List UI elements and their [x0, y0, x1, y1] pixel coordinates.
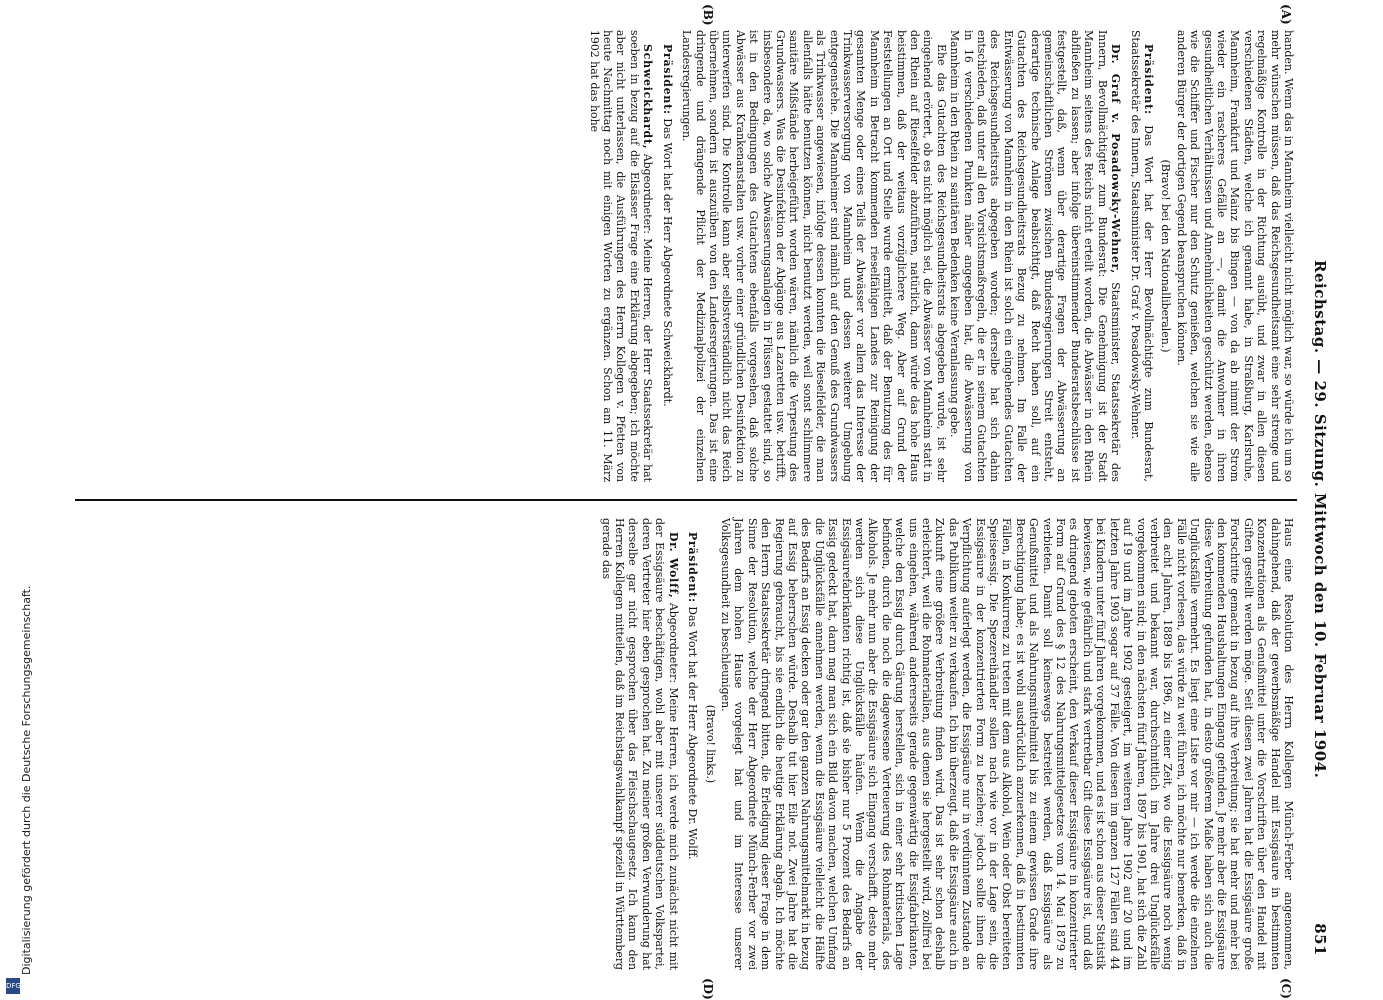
rotated-document-page [75, 4, 1335, 1000]
paragraph: Haus eine Resolution des Herrn Kollegen Münch-Ferber angenommen, dahingehend, daß der gewerbsmäßige Handel mit Essigsäure in bestimmten Konzentrationen als Genußmittel unter die Vorschriften über den Handel mit Giften gestellt werden möge. Seit diesen zwei Jahren hat die Essigsäure große Fortschritte gemacht in bezug auf ihre Verbreitung; sie hat mehr und mehr bei den kommenden Haushaltungen Eingang gefunden. Je mehr aber die Essigsäure diese Verbreitung gefunden hat, in desto größerem Maße haben sich auch die Unglücksfälle vermehrt. Es liegt eine Liste vor mir — ich werde die einzelnen Fälle nicht vorlesen, das würde zu weit führen, ich möchte nur bemerken, daß in den acht Jahren, 1889 bis 1896, zu einer Zeit, wo die Essigsäure noch wenig verbreitet und bekannt war, durchschnittlich im Jahre drei Unglücksfälle vorgekommen sind; in den nächsten fünf Jahren, 1897 bis 1901, hat sich die Zahl auf 19 und im Jahre 1902 gesteigert, im weiteren Jahre 1902 auf 20 und im letzten Jahre 1903 sogar auf 37 Fälle. Von diesen im ganzen 127 Fällen sind 44 bei Kindern unter fünf Jahren vorgekommen, und es ist schon aus dieser Statistik bewiesen, wie gefährlich und stark vertretbar Gift diese Essigsäure ist, und daß es dringend geboten erscheint, den Verkauf dieser Essigsäure in konzentrierter Form auf Grund des § 12 des Nahrungsmittelgesetzes vom 14. Mai 1879 zu verbieten. Damit soll keineswegs bestreitet werden, daß Essigsäure als Genußmittel und als Nahrungsmittelmittel bis zu einem gewissen Grade ihre Berechtigung habe; es ist wohl ausdrücklich anzuerkennen, daß in bestimmten Fällen, in Konkurrenz zu treten mit dem aus Alkohol, Wein oder Obst bereiteten Speiseessig. Die Spezereihändler sollen nach wie vor in der Lage sein, die Essigsäure in der konzentrierten Form zu beziehen; jedoch sollte ihnen die Verpflichtung auferlegt werden, die Essigsäure nur in verdünntem Zustande an das Publikum weiter zu verkaufen. Ich bin überzeugt, daß die Essigsäure auch in Zukunft eine größere Verbreitung finden wird. Das ist sehr schon deshalb erleichtert, weil die Rohmaterialien, aus denen sie hergestellt wird, zollfrei bei uns eingehen, während andererseits gerade gegenwärtig die Essigfabrikanten, welche den Essig durch Gärung herstellen, sich in einer sehr kritischen Lage befinden, durch die noch die dagewesene Verteuerung des Rohmaterials, des Alkohols. Je mehr nun aber die Essigsäure sich Eingang verschafft, desto mehr werden sich diese Unglücksfälle häufen. Wenn die Angabe der Essigsäurefabrikanten richtig ist, daß sie bisher nur 5 Prozent des Bedarfs an Essig gedeckt hat, dann mag man sich ein Bild davon machen, welchen Umfang die Unglücksfälle annehmen werden, wenn die Essigsäure vielleicht die Hälfte des Bedarfs an Essig decken oder gar den ganzen Nahrungsmittelmarkt in bezug auf Essig beherrschen würde. Deshalb tut hier Eile not. Zwei Jahre hat die Regierung gebraucht, bis sie endlich die heutige Erklärung abgab. Ich möchte den Herrn Staatssekretär dringend bitten, die Erledigung dieser Frage in dem Sinne der Resolution, welche der Herr Abgeordnete Münch-Ferber vor zwei Jahren dem hohen Hause vorgelegt hat und im Interesse unserer Volksgesundheit zu beschleunigen. [718, 518, 1295, 970]
right-column [599, 518, 1295, 970]
speaker-name: Präsident: [686, 532, 700, 603]
speaker-name: Präsident: [660, 44, 674, 115]
paragraph-text: Abgeordneter: Meine Herren, ich werde mich zunächst nicht mit der Essigsäure beschäftigen, wohl aber mit unserer süddeutschen Volkspartei, deren Vertreter hier eben gesprochen hat. Zu meiner großen Verwunderung hat derselbe gar nicht gesprochen über das Fleischschaugesetz. Ich kann den Herren Kollegen mitteilen, daß im Reichstagswahlkampf speziell in Württemberg gerade das [599, 518, 680, 970]
paragraph-text: Das Wort hat der Herr Abgeordnete Schweickhardt. [660, 118, 674, 407]
page-header [1305, 30, 1335, 970]
speaker-name: Dr. Wolff, [666, 532, 680, 599]
margin-marker-c: (C) [1279, 978, 1293, 999]
paragraph [599, 518, 679, 970]
paragraph [660, 30, 673, 482]
dfg-logo: DFG [6, 978, 20, 994]
paragraph [686, 518, 699, 970]
left-column [587, 30, 1295, 482]
paragraph: Ehe das Gutachten des Reichsgesundheitsrats abgegeben wurde, ist sehr eingehend erörtert, ob es nicht möglich sei, die Abwässer von Mannheim statt in den Rhein auf Rieselfelder abzuführen, natürlich, dann würde das hohe Haus beistimmen, daß der weitaus vorzüglichere Weg. Aber auf Grund der Feststellungen an Ort und Stelle wurde ermittelt, daß der Benutzung des für Mannheim in Betracht kommenden rieselfähigen Landes zur Reinigung der gesamten Menge oder eines Teils der Abwässer vor allem das Interesse der Trinkwasserversorgung von Mannheim und dessen weiterer Umgebung entgegenstehe. Die Mannheimer sind nämlich auf den Genuß des Grundwassers als Trinkwasser angewiesen, infolge dessen konnten die Rieselfelder, die man allenfalls hätte benutzen können, nicht benutzt werden, weil sonst schlimmere sanitäre Mißstände herbeigeführt worden wären, nämlich die Verpestung des Grundwassers. Was die Desinfektion der Abgänge aus Lazaretten usw. betrifft, insbesondere da, wo solche Abwässerungsanlagen in Flüssen gestattet sind, so ist in den Bedingungen des Gutachtens ebenfalls vorgesehen, daß solche Abwässer aus Krankenanstalten usw. vorher einer gründlichen Desinfektion zu unterwerfen sind. Die Kontrolle kann aber selbstverständlich nicht das Reich übernehmen, sondern ist auszuüben von den Landesregierungen. Das ist eine dringende und drängende Pflicht der Medizinalpolizei der einzelnen Landesregierungen. [680, 30, 948, 482]
paragraph-text: Das Wort hat der Herr Abgeordnete Dr. Wolff. [686, 606, 700, 860]
speaker-name: Präsident: [1141, 44, 1155, 115]
margin-marker-b: (B) [701, 4, 715, 26]
speaker-name: Schweickhardt, [641, 44, 655, 150]
paragraph [1128, 30, 1155, 482]
paragraph-text: Das Wort hat der Herr Bevollmächtigte zum Bundesrat, Staatssekretär des Innern, Staatsminister Dr. Graf v. Posadowsky-Wehner. [1128, 30, 1155, 482]
speaker-name: Dr. Graf v. Posadowsky-Wehner, [1109, 44, 1123, 274]
column-divider [75, 499, 1297, 501]
margin-marker-d: (D) [701, 978, 715, 1000]
paragraph-text: Staatsminister, Staatssekretär des Innern, Bevollmächtigter zum Bundesrat: Die Genehmigung ist der Stadt Mannheim seitens des Reichs nicht erteilt worden, die Abwässer in den Rhein abfließen zu lassen; aber infolge übereinstimmender Bundesratsbeschlüsse ist festgestellt, daß, wenn über derartige Fragen der Abwässerung an gemeinschaftlichen Strömen zwischen Bundesregierungen Streit entsteht, derartige technische Anlage beabsichtigt, daß Recht haben soll, auf ein Gutachten des Reichsgesundheitsrats Bezug zu nehmen. Im Falle der Entwässerung von Mannheim in den Rhein ist solch ein eingehendes Gutachten des Reichsgesundheitsrats abgegeben worden; derselbe hat sich dahin entschieden, daß unter all den Vorsichtsmaßregeln, die er in seinem Gutachten in 16 verschiedenen Punkten näher angegeben hat, die Abwässerung von Mannheim in den Rhein zu sanitären Bedenken keine Veranlassung gebe. [948, 30, 1123, 482]
margin-marker-a: (A) [1279, 4, 1293, 25]
page-number: 851 [1311, 923, 1329, 956]
paragraph [948, 30, 1122, 482]
applause-note: (Bravo! links.) [703, 704, 717, 784]
paragraph [587, 30, 654, 482]
paragraph-text: Abgeordneter: Meine Herren, der Herr Staatssekretär hat soeben in bezug auf die Elsässer Frage eine Erklärung abgegeben; ich möchte aber nicht unterlassen, die Ausführungen des Herrn Kollegen v. Pfetten von heute Nachmittag noch mit einigen Worten zu ergänzen. Schon am 11. März 1902 hat das hohe [587, 30, 655, 482]
paragraph: handen. Wenn das in Mannheim vielleicht nicht möglich war, so würde ich um so mehr wünschen müssen, daß das Reichsgesundheitsamt eine sehr strenge und regelmäßige Kontrolle in der Richtung ausübt, und zwar in allen diesen verschiedenen Städten, welche ich genannt habe, in Straßburg, Karlsruhe, Mannheim, Frankfurt und Mainz bis Bingen — von da ab nimmt der Strom wieder ein rascheres Gefälle an —, damit die Anwohner in ihren gesundheitlichen Verhältnissen und Annehmlichkeiten geschützt werden, ebenso wie die Schiffer und Fischer nur den Schutz genießen, welchen sie wie alle anderen Bürger der dortigen Gegend beanspruchen können. [1174, 30, 1295, 482]
digitization-note: Digitalisierung gefördert durch die Deutsche Forschungsgemeinschaft. [20, 585, 33, 975]
digitization-footer [2, 0, 33, 1000]
page-title: Reichstag. — 29. Sitzung. Mittwoch den 10. Februar 1904. [1311, 260, 1329, 779]
applause-note: (Bravo! bei den Nationalliberalen.) [1159, 159, 1173, 353]
